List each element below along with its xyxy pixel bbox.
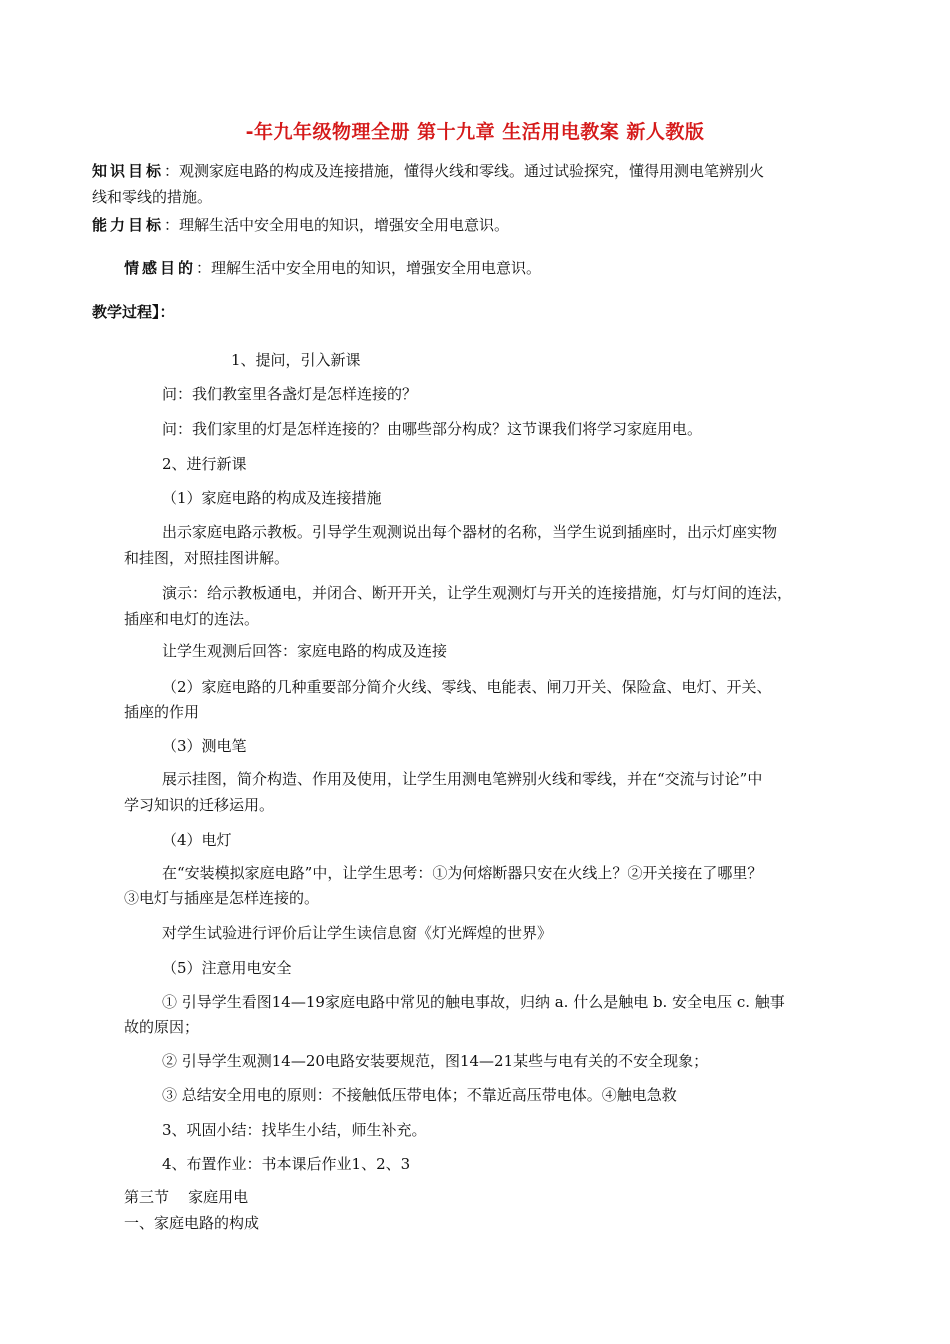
body-line: 在“安装模拟家庭电路”中，让学生思考：①为何熔断器只安在火线上？②开关接在了哪里？ xyxy=(162,864,763,882)
emotion-objective xyxy=(124,257,541,279)
body-line: 3、巩固小结：找毕生小结，师生补充。 xyxy=(162,1121,427,1139)
body-line: 4、布置作业：书本课后作业1、2、3 xyxy=(162,1155,411,1173)
body-line: ② 引导学生观测14—20电路安装要规范，图14—21某些与电有关的不安全现象； xyxy=(162,1052,709,1070)
knowledge-objective-continued: 线和零线的措施。 xyxy=(92,188,213,206)
body-line: （2）家庭电路的几种重要部分简介火线、零线、电能表、闸刀开关、保险盒、电灯、开关、 xyxy=(162,678,772,696)
emotion-objective-label: 情感目的 xyxy=(124,259,197,277)
knowledge-objective xyxy=(92,160,764,182)
body-line: （3）测电笔 xyxy=(162,737,247,755)
document-title: -年九年级物理全册 第十九章 生活用电教案 新人教版 xyxy=(245,121,705,143)
body-line: 对学生试验进行评价后让学生读信息窗《灯光辉煌的世界》 xyxy=(162,924,553,942)
body-line: 2、进行新课 xyxy=(162,455,247,473)
ability-objective-label: 能力目标 xyxy=(92,216,165,234)
knowledge-objective-text: ：观测家庭电路的构成及连接措施，懂得火线和零线。通过试验探究，懂得用测电笔辨别火 xyxy=(164,162,765,180)
body-line: ③电灯与插座是怎样连接的。 xyxy=(124,889,320,907)
knowledge-objective-label: 知识目标 xyxy=(92,162,165,180)
body-line: 和挂图，对照挂图讲解。 xyxy=(124,549,290,567)
body-line: （1）家庭电路的构成及连接措施 xyxy=(162,489,382,507)
body-line: 插座的作用 xyxy=(124,703,200,721)
body-line: 让学生观测后回答：家庭电路的构成及连接 xyxy=(162,642,448,660)
body-line: 问：我们教室里各盏灯是怎样连接的？ xyxy=(162,385,418,403)
body-line: 问：我们家里的灯是怎样连接的？由哪些部分构成？这节课我们将学习家庭用电。 xyxy=(162,420,703,438)
emotion-objective-text: ：理解生活中安全用电的知识，增强安全用电意识。 xyxy=(196,259,542,277)
ability-objective-text: ：理解生活中安全用电的知识，增强安全用电意识。 xyxy=(164,216,510,234)
body-line: （5）注意用电安全 xyxy=(162,959,292,977)
ability-objective xyxy=(92,214,509,236)
body-line: 插座和电灯的连法。 xyxy=(124,610,260,628)
body-line: （4）电灯 xyxy=(162,831,232,849)
body-line: 故的原因； xyxy=(124,1018,200,1036)
subsection-heading: 一、家庭电路的构成 xyxy=(124,1214,260,1232)
body-line: 演示：给示教板通电，并闭合、断开开关，让学生观测灯与开关的连接措施，灯与灯间的连法， xyxy=(162,584,793,602)
section-heading: 第三节 家庭用电 xyxy=(124,1188,249,1206)
body-line: ① 引导学生看图14—19家庭电路中常见的触电事故，归纳 a. 什么是触电 b. 安全电压 c. 触事 xyxy=(162,993,785,1011)
body-line: 1、提问，引入新课 xyxy=(231,351,361,369)
body-line: 学习知识的迁移运用。 xyxy=(124,796,275,814)
process-heading: 教学过程】： xyxy=(92,303,175,321)
body-line: ③ 总结安全用电的原则：不接触低压带电体；不靠近高压带电体。④触电急救 xyxy=(162,1086,677,1104)
body-line: 出示家庭电路示教板。引导学生观测说出每个器材的名称，当学生说到插座时，出示灯座实物 xyxy=(162,523,778,541)
body-line: 展示挂图，简介构造、作用及使用，让学生用测电笔辨别火线和零线，并在“交流与讨论”中 xyxy=(162,770,763,788)
